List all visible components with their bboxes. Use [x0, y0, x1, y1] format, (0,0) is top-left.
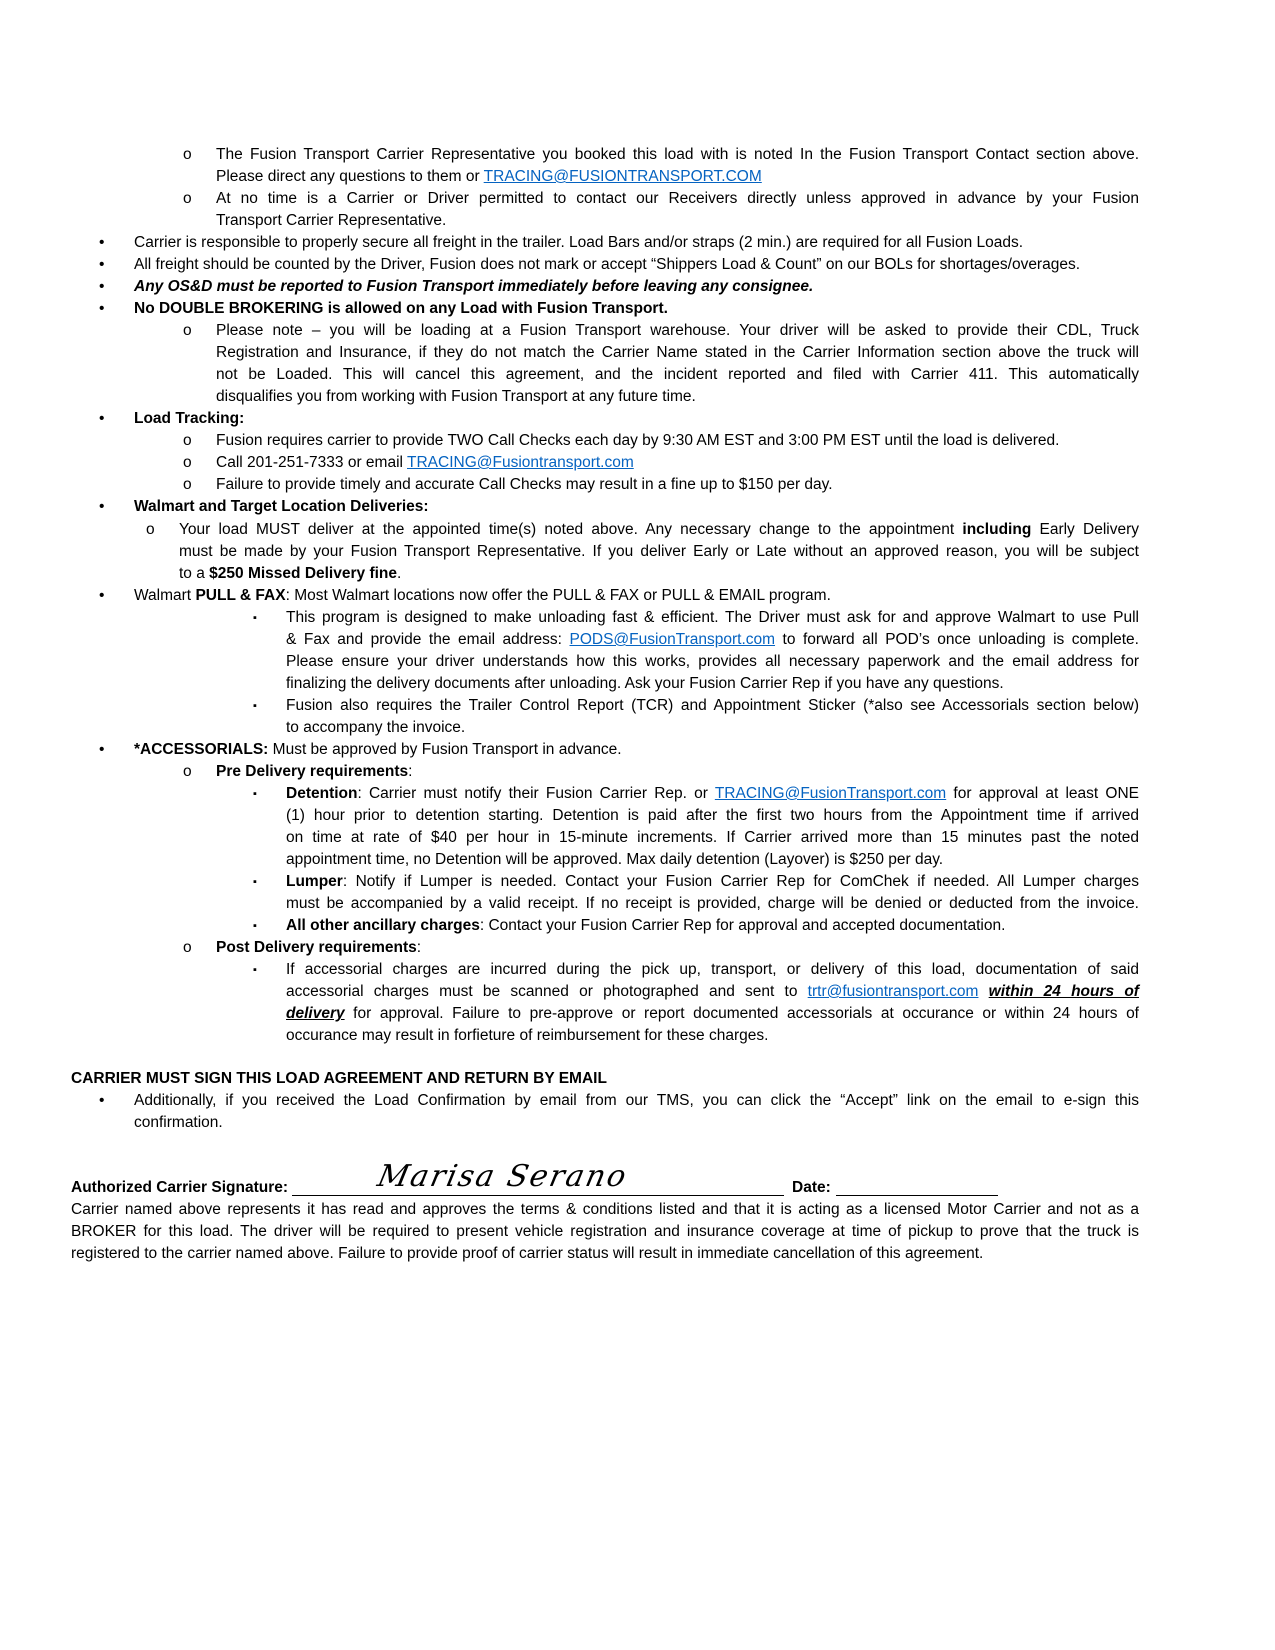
within-24-hours: within 24 hours of	[988, 983, 1139, 1000]
double-brokering-heading: No DOUBLE BROKERING is allowed on any Load with Fusion Transport.	[134, 300, 668, 317]
lumper-label: Lumper	[286, 873, 343, 890]
ancillary-text: : Contact your Fusion Carrier Rep for approval and accepted documentation.	[479, 917, 1006, 934]
walmart-target-heading: Walmart and Target Location Deliveries:	[134, 498, 429, 515]
pull-fax-detail-3: Please ensure your driver understands how this works, provides all necessary paperwork and the email address for	[286, 653, 1139, 670]
brokering-line-2: Registration and Insurance, if they do not match the Carrier Name stated in the Carrier Information section above the truck will	[216, 344, 1139, 361]
delivery-emphasis: delivery	[286, 1005, 345, 1022]
closing-line-1: Carrier named above represents it has read and approves the terms & conditions listed and that it is acting as a licensed Motor Carrier and not as a	[71, 1201, 1139, 1218]
date-field[interactable]	[836, 1195, 998, 1196]
detention-line-2: (1) hour prior to detention starting. Detention is paid after the first two hours from the Appointment time if arrived	[286, 807, 1139, 824]
sub-bullet-marker: o	[183, 190, 192, 207]
bullet-marker: •	[99, 741, 105, 758]
rep-note-line-1: The Fusion Transport Carrier Representative you booked this load with is noted In the Fusion Transport Contact section above.	[216, 146, 1139, 163]
bullet-marker: •	[99, 256, 105, 273]
appointment-text: Your load MUST deliver at the appointed time(s) noted above. Any necessary change to the appointment	[179, 521, 963, 538]
period: .	[397, 565, 402, 582]
sub-bullet-marker: o	[183, 454, 192, 471]
forward-pod-text: to forward all POD’s once unloading is complete.	[775, 631, 1139, 648]
trtr-email-link[interactable]: trtr@fusiontransport.com	[807, 983, 979, 1000]
fine-text: Failure to provide timely and accurate Call Checks may result in a fine up to $150 per day.	[216, 476, 833, 493]
square-bullet-marker: ▪	[253, 876, 257, 888]
brokering-line-4: disqualifies you from working with Fusion Transport at any future time.	[216, 388, 696, 405]
sub-bullet-marker: o	[183, 146, 192, 163]
post-line-2	[286, 982, 1139, 1003]
pull-fax-detail-2	[286, 630, 1139, 651]
signature-field[interactable]	[292, 1195, 784, 1196]
brokering-line-3: not be Loaded. This will cancel this agreement, and the incident reported and filed with Carrier 411. This automatically	[216, 366, 1139, 383]
detention-line-1	[286, 784, 1139, 805]
pull-fax-label: PULL & FAX	[195, 587, 286, 604]
square-bullet-marker: ▪	[253, 788, 257, 800]
early-delivery-text: Early Delivery	[1031, 521, 1139, 538]
freight-count-text: All freight should be counted by the Driver, Fusion does not mark or accept “Shippers Load & Count” on our BOLs for shortages/overages.	[134, 256, 1081, 273]
ancillary-line	[286, 916, 1005, 937]
bullet-marker: •	[99, 498, 105, 515]
sub-bullet-marker: o	[183, 939, 192, 956]
no-contact-line-1: At no time is a Carrier or Driver permitted to contact our Receivers directly unless approved in advance by your Fusion	[216, 190, 1139, 207]
tcr-line-2: to accompany the invoice.	[286, 719, 466, 736]
pods-email-link[interactable]: PODS@FusionTransport.com	[569, 631, 776, 648]
detention-text: : Carrier must notify their Fusion Carrier Rep. or	[357, 785, 715, 802]
post-line-4: occurance may result in forfieture of reimbursement for these charges.	[286, 1027, 769, 1044]
email-address-text: & Fax and provide the email address:	[286, 631, 570, 648]
lumper-line-1	[286, 872, 1139, 893]
secure-freight-text: Carrier is responsible to properly secure all freight in the trailer. Load Bars and/or straps (2 min.) are required for all Fusion Loads.	[134, 234, 1024, 251]
signature-label: Authorized Carrier Signature:	[71, 1179, 289, 1196]
lumper-text: : Notify if Lumper is needed. Contact your Fusion Carrier Rep for ComChek if needed. All Lumper charges	[342, 873, 1139, 890]
tcr-line-1: Fusion also requires the Trailer Control Report (TCR) and Appointment Sticker (*also see Accessorials section below)	[286, 697, 1139, 714]
square-bullet-marker: ▪	[253, 700, 257, 712]
post-delivery-line	[216, 938, 421, 959]
sub-bullet-marker: o	[183, 763, 192, 780]
detention-label: Detention	[286, 785, 358, 802]
signature-image: Marisa Serano	[374, 1159, 632, 1194]
including-emphasis: including	[962, 521, 1032, 538]
rep-note-line-2	[216, 167, 762, 188]
call-checks-text: Fusion requires carrier to provide TWO Call Checks each day by 9:30 AM EST and 3:00 PM EST until the load is delivered.	[216, 432, 1060, 449]
pull-fax-detail-4: finalizing the delivery documents after unloading. Ask your Fusion Carrier Rep if you have any questions.	[286, 675, 1004, 692]
detention-line-3: on time at rate of $40 per hour in 15-minute increments. If Carrier arrived more than 15 minutes past the noted	[286, 829, 1139, 846]
walmart-text: Walmart	[134, 587, 196, 604]
ancillary-label: All other ancillary charges	[286, 917, 480, 934]
osd-notice: Any OS&D must be reported to Fusion Transport immediately before leaving any consignee.	[134, 278, 814, 295]
square-bullet-marker: ▪	[253, 612, 257, 624]
square-bullet-marker: ▪	[253, 920, 257, 932]
bullet-marker: •	[99, 410, 105, 427]
post-line-3	[286, 1004, 1139, 1025]
colon: :	[416, 939, 422, 956]
closing-line-3: registered to the carrier named above. Failure to provide proof of carrier status will result in immediate cancellation of this agreement.	[71, 1245, 984, 1262]
post-text: accessorial charges must be scanned or photographed and sent to	[286, 983, 808, 1000]
sub-bullet-marker: o	[183, 322, 192, 339]
approval-text: for approval at least ONE	[946, 785, 1139, 802]
bullet-marker: •	[99, 300, 105, 317]
pre-delivery-line	[216, 762, 412, 783]
pull-fax-detail-1: This program is designed to make unloading fast & efficient. The Driver must ask for and approve Walmart to use Pull	[286, 609, 1139, 626]
accessorials-heading: *ACCESSORIALS:	[134, 741, 269, 758]
tracing-email-link-2[interactable]: TRACING@Fusiontransport.com	[407, 454, 634, 471]
brokering-line-1: Please note – you will be loading at a Fusion Transport warehouse. Your driver will be asked to provide their CDL, Truck	[216, 322, 1139, 339]
bullet-marker: •	[99, 587, 105, 604]
colon: :	[408, 763, 413, 780]
no-contact-line-2: Transport Carrier Representative.	[216, 212, 447, 229]
approval-failure-text: for approval. Failure to pre-approve or report documented accessorials at occurance or within 24 hours of	[344, 1005, 1139, 1022]
appointment-line-1	[179, 520, 1139, 541]
sub-bullet-marker: o	[146, 521, 155, 538]
tracing-email-link-3[interactable]: TRACING@FusionTransport.com	[714, 785, 947, 802]
bullet-marker: •	[99, 234, 105, 251]
tracing-email-link[interactable]: TRACING@FUSIONTRANSPORT.COM	[483, 168, 762, 185]
e-sign-line-1: Additionally, if you received the Load Confirmation by email from our TMS, you can click the “Accept” link on the email to e-sign this	[134, 1092, 1139, 1109]
accessorials-line	[134, 740, 622, 761]
pull-fax-text: : Most Walmart locations now offer the PULL & FAX or PULL & EMAIL program.	[285, 587, 831, 604]
fine-prefix: to a	[179, 565, 210, 582]
accessorials-text: Must be approved by Fusion Transport in advance.	[268, 741, 622, 758]
appointment-line-2: must be made by your Fusion Transport Representative. If you deliver Early or Late without an approved reason, you will be subject	[179, 543, 1139, 560]
e-sign-line-2: confirmation.	[134, 1114, 223, 1131]
missed-delivery-fine: $250 Missed Delivery fine	[209, 565, 397, 582]
rep-note-text: Please direct any questions to them or	[216, 168, 484, 185]
post-delivery-heading: Post Delivery requirements	[216, 939, 417, 956]
sub-bullet-marker: o	[183, 476, 192, 493]
call-text: Call 201-251-7333 or email	[216, 454, 407, 471]
pre-delivery-heading: Pre Delivery requirements	[216, 763, 409, 780]
pull-fax-line	[134, 586, 831, 607]
detention-line-4: appointment time, no Detention will be approved. Max daily detention (Layover) is $250 per day.	[286, 851, 944, 868]
bullet-marker: •	[99, 1092, 105, 1109]
square-bullet-marker: ▪	[253, 964, 257, 976]
lumper-line-2: must be accompanied by a valid receipt. If no receipt is provided, charge will be denied or deducted from the invoice.	[286, 895, 1139, 912]
date-label: Date:	[792, 1179, 831, 1196]
sub-bullet-marker: o	[183, 432, 192, 449]
sign-heading: CARRIER MUST SIGN THIS LOAD AGREEMENT AND RETURN BY EMAIL	[71, 1070, 607, 1087]
closing-line-2: BROKER for this load. The driver will be required to present vehicle registration and insurance coverage at time of pickup to prove that the truck is	[71, 1223, 1139, 1240]
bullet-marker: •	[99, 278, 105, 295]
load-tracking-heading: Load Tracking:	[134, 410, 245, 427]
appointment-line-3	[179, 564, 401, 585]
post-line-1: If accessorial charges are incurred during the pick up, transport, or delivery of this load, documentation of said	[286, 961, 1139, 978]
call-line	[216, 453, 634, 474]
